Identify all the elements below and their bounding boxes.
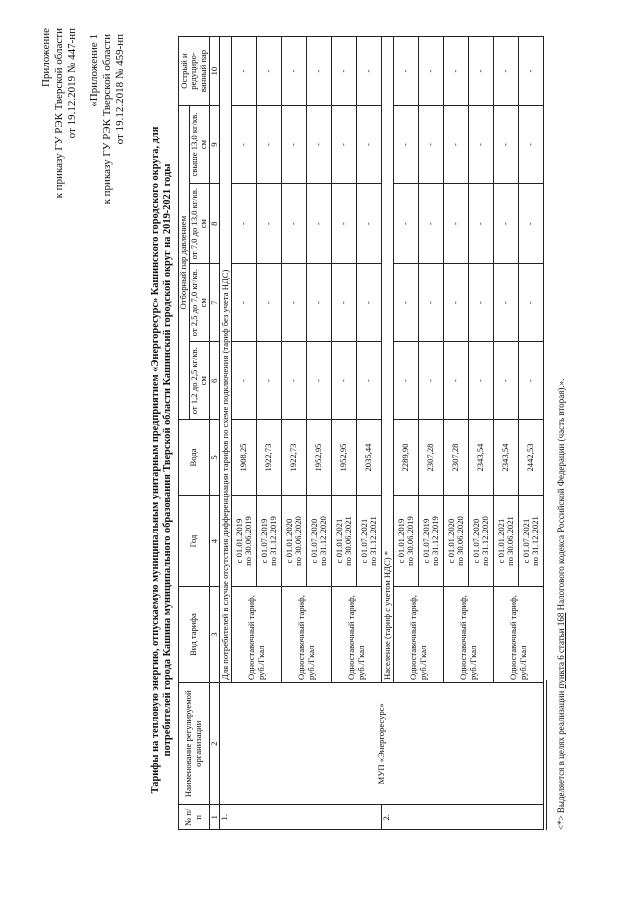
column-index-row [209,37,220,830]
period-start: с 01.07.2020 [308,518,319,564]
section-label: Для потребителей в случае отсутствия дифференциации тарифов по схеме подключения (тариф без учета НДС) [220,37,232,683]
empty-value-dash: - [419,342,444,420]
empty-value-dash: - [357,264,382,342]
header-year: Год [179,495,210,586]
period-start: с 01.07.2021 [520,518,531,564]
empty-value-dash: - [494,342,519,420]
period-end: по 31.12.2020 [318,516,328,566]
appendix-header-line: к приказу ГУ РЭК Тверской области [53,28,65,199]
period-end: по 30.06.2020 [293,516,303,566]
empty-value-dash: - [232,342,257,420]
empty-value-dash: - [357,342,382,420]
period-end: по 31.12.2019 [268,516,278,566]
header-pressure-1: от 1,2 до 2,5 кг/кв. см [189,342,209,420]
empty-value-dash: - [394,106,419,184]
empty-value-dash: - [444,264,469,342]
original-appendix-header-line: от 19.12.2018 № 459-нп [114,34,126,145]
empty-value-dash: - [232,106,257,184]
empty-value-dash: - [394,184,419,264]
empty-value-dash: - [232,184,257,264]
period-end: по 30.06.2019 [243,516,253,566]
empty-value-dash: - [494,106,519,184]
water-tariff-value: 2307,28 [444,420,469,496]
original-appendix-header-line: «Приложение 1 [88,34,100,107]
section-number: 1. [220,805,382,830]
empty-value-dash: - [469,184,494,264]
section-row [220,37,232,830]
empty-value-dash: - [469,106,494,184]
column-index: 5 [209,420,220,496]
empty-value-dash: - [469,264,494,342]
empty-value-dash: - [307,342,332,420]
period-end: по 30.06.2020 [455,516,465,566]
period-end: по 31.12.2021 [530,516,540,566]
period-end: по 30.06.2019 [405,516,415,566]
tariff-table-body [220,37,544,830]
footnote [556,379,566,830]
period-cell [494,495,519,586]
header-water: Вода [179,420,210,496]
empty-value-dash: - [282,184,307,264]
period-start: с 01.01.2020 [445,518,456,564]
period-cell [257,495,282,586]
period-start: с 01.01.2020 [283,518,294,564]
empty-value-dash: - [257,342,282,420]
period-cell [444,495,469,586]
empty-value-dash: - [332,106,357,184]
period-end: по 30.06.2021 [505,516,515,566]
section-number: 2. [382,805,544,830]
empty-value-dash: - [257,264,282,342]
empty-value-dash: - [332,184,357,264]
empty-value-dash: - [444,342,469,420]
water-tariff-value: 2343,54 [469,420,494,496]
water-tariff-value: 2289,90 [394,420,419,496]
header-tariff-type: Вид тарифа [179,587,210,683]
period-cell [282,495,307,586]
empty-value-dash: - [282,264,307,342]
empty-value-dash: - [519,37,544,106]
footnote-separator [546,680,547,830]
document-title [150,100,174,820]
tariff-type-cell: Одноставочный тариф, руб./Гкал [282,587,332,683]
section-label: Население (тариф с учетом НДС) * [382,37,394,683]
header-pressure-2: от 2,5 до 7,0 кг/кв. см [189,264,209,342]
appendix-header [40,28,79,198]
column-index: 10 [209,37,220,106]
footnote-text: <*> Выделяется в целях реализации [556,688,566,830]
document-title-line: Тарифы на тепловую энергию, отпускаемую муниципальным унитарным предприятием «Энергоресурс» Кашинского городского округа, для [150,126,161,794]
column-index: 1 [209,805,220,830]
water-tariff-value: 1922,73 [257,420,282,496]
water-tariff-value: 2035,44 [357,420,382,496]
period-end: по 31.12.2021 [368,516,378,566]
empty-value-dash: - [519,342,544,420]
column-index: 2 [209,683,220,806]
empty-value-dash: - [419,37,444,106]
empty-value-dash: - [257,37,282,106]
empty-value-dash: - [469,37,494,106]
tariff-type-cell: Одноставочный тариф, руб./Гкал [332,587,382,683]
empty-value-dash: - [419,106,444,184]
water-tariff-value: 1952,95 [307,420,332,496]
header-pressure-4: свыше 13,0 кг/кв. см [189,106,209,184]
empty-value-dash: - [444,184,469,264]
appendix-header-line: Приложение [40,28,52,88]
column-index: 4 [209,495,220,586]
empty-value-dash: - [282,106,307,184]
period-start: с 01.01.2021 [333,518,344,564]
empty-value-dash: - [419,264,444,342]
empty-value-dash: - [307,184,332,264]
empty-value-dash: - [357,184,382,264]
empty-value-dash: - [357,37,382,106]
empty-value-dash: - [232,37,257,106]
empty-value-dash: - [419,184,444,264]
empty-value-dash: - [307,37,332,106]
period-start: с 01.07.2019 [258,518,269,564]
empty-value-dash: - [332,37,357,106]
period-cell [419,495,444,586]
header-num: № п/ п [179,805,210,830]
footnote-text: Налогового кодекса Российской Федерации (часть вторая).». [556,378,566,613]
water-tariff-value: 2442,53 [519,420,544,496]
empty-value-dash: - [282,37,307,106]
organization-name: МУП «Энергоресурс» [220,683,544,806]
water-tariff-value: 1908,25 [232,420,257,496]
tariff-type-cell: Одноставочный тариф, руб./Гкал [494,587,544,683]
empty-value-dash: - [394,342,419,420]
header-steam-group: Отборный пар давлением [179,106,190,420]
period-start: с 01.01.2019 [233,518,244,564]
column-index: 9 [209,106,220,184]
period-cell [332,495,357,586]
period-start: с 01.07.2019 [420,518,431,564]
period-start: с 01.01.2019 [395,518,406,564]
period-cell [357,495,382,586]
header-sharp-steam: Острый и редуциро- ванный пар [179,37,210,106]
empty-value-dash: - [444,106,469,184]
empty-value-dash: - [519,106,544,184]
empty-value-dash: - [494,37,519,106]
column-index: 7 [209,264,220,342]
tariff-table [178,36,544,830]
tariff-type-cell: Одноставочный тариф, руб./Гкал [232,587,282,683]
water-tariff-value: 1952,95 [332,420,357,496]
empty-value-dash: - [307,264,332,342]
empty-value-dash: - [494,184,519,264]
period-cell [307,495,332,586]
period-cell [394,495,419,586]
header-org: Наименование регулируемой организации [179,683,210,806]
empty-value-dash: - [494,264,519,342]
empty-value-dash: - [444,37,469,106]
water-tariff-value: 2307,28 [419,420,444,496]
empty-value-dash: - [519,264,544,342]
period-cell [469,495,494,586]
header-pressure-3: от 7,0 до 13,0 кг/кв. см [189,184,209,264]
empty-value-dash: - [519,184,544,264]
period-end: по 31.12.2019 [430,516,440,566]
period-end: по 31.12.2020 [480,516,490,566]
water-tariff-value: 2343,54 [494,420,519,496]
period-cell [232,495,257,586]
period-start: с 01.07.2020 [470,518,481,564]
period-start: с 01.07.2021 [358,518,369,564]
document-title-line: потребителей города Кашина муниципального образования Тверской области Кашинский городской округ на 2019-2021 годы [162,163,173,757]
tariff-type-cell: Одноставочный тариф, руб./Гкал [444,587,494,683]
footnote-tax-code-link: пункта 6 статьи 168 [556,612,566,689]
period-cell [519,495,544,586]
empty-value-dash: - [282,342,307,420]
appendix-header-line: от 19.12.2019 № 447-нп [66,28,78,139]
empty-value-dash: - [332,342,357,420]
empty-value-dash: - [307,106,332,184]
water-tariff-value: 1922,73 [282,420,307,496]
empty-value-dash: - [394,37,419,106]
empty-value-dash: - [469,342,494,420]
period-start: с 01.01.2021 [495,518,506,564]
column-index: 6 [209,342,220,420]
original-appendix-header [88,34,127,204]
column-index: 8 [209,184,220,264]
empty-value-dash: - [232,264,257,342]
period-end: по 30.06.2021 [343,516,353,566]
empty-value-dash: - [394,264,419,342]
empty-value-dash: - [357,106,382,184]
original-appendix-header-line: к приказу ГУ РЭК Тверской области [101,34,113,205]
column-index: 3 [209,587,220,683]
empty-value-dash: - [257,106,282,184]
empty-value-dash: - [332,264,357,342]
tariff-type-cell: Одноставочный тариф, руб./Гкал [394,587,444,683]
empty-value-dash: - [257,184,282,264]
